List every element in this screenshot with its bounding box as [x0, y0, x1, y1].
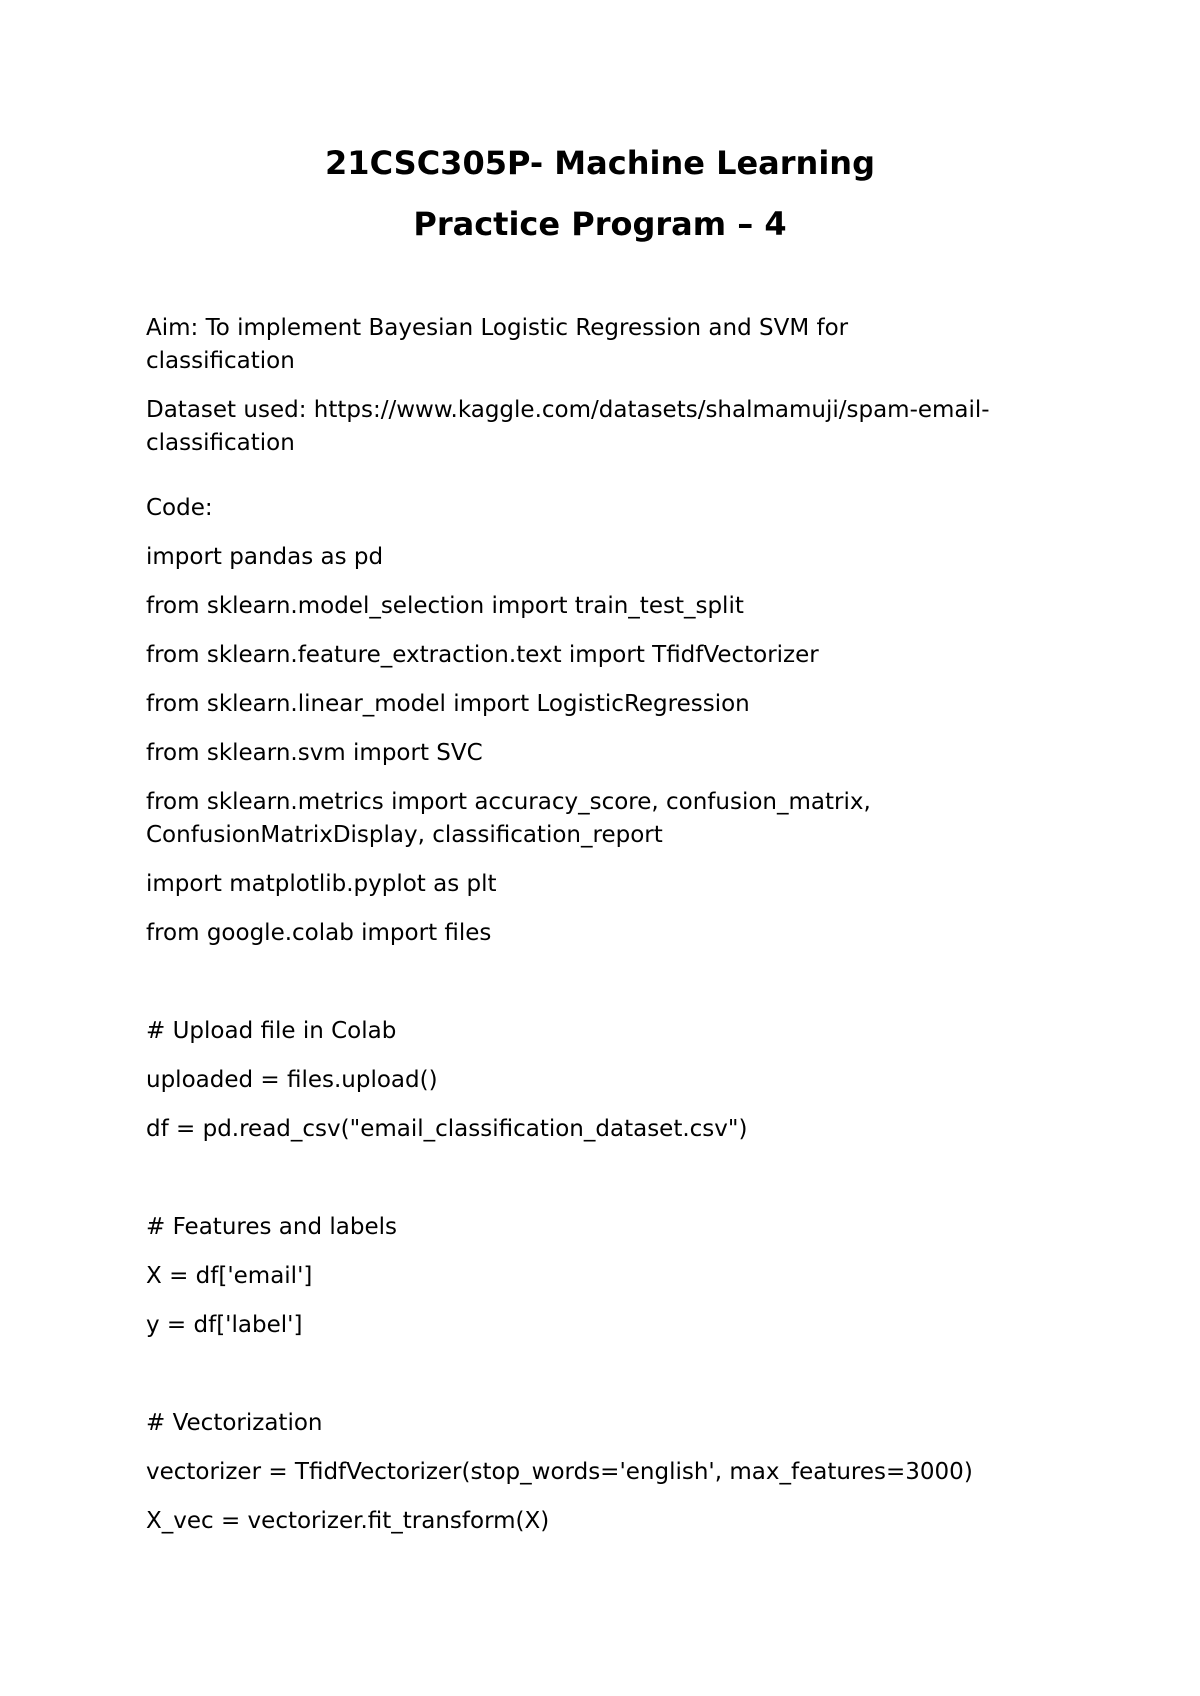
- code-line: X = df['email']: [146, 1263, 313, 1289]
- code-line: from sklearn.feature_extraction.text import TfidfVectorizer: [146, 642, 819, 668]
- code-line: df = pd.read_csv("email_classification_dataset.csv"): [146, 1116, 748, 1142]
- aim-text-continued: classification: [146, 348, 295, 374]
- code-line: from sklearn.metrics import accuracy_score, confusion_matrix,: [146, 789, 871, 815]
- code-comment: # Vectorization: [146, 1410, 323, 1436]
- aim-text: Aim: To implement Bayesian Logistic Regression and SVM for: [146, 315, 849, 341]
- code-comment: # Upload file in Colab: [146, 1018, 397, 1044]
- code-heading: Code:: [146, 495, 213, 521]
- dataset-text-continued: classification: [146, 430, 295, 456]
- code-line: X_vec = vectorizer.fit_transform(X): [146, 1508, 550, 1534]
- code-line: from google.colab import files: [146, 920, 492, 946]
- code-line: from sklearn.model_selection import train_test_split: [146, 593, 744, 619]
- dataset-text: Dataset used: https://www.kaggle.com/datasets/shalmamuji/spam-email-: [146, 397, 990, 423]
- document-title: 21CSC305P- Machine Learning: [325, 144, 875, 182]
- code-line: import pandas as pd: [146, 544, 384, 570]
- document-subtitle: Practice Program – 4: [413, 205, 787, 243]
- code-line: from sklearn.svm import SVC: [146, 740, 483, 766]
- code-line: y = df['label']: [146, 1312, 303, 1338]
- code-line: from sklearn.linear_model import LogisticRegression: [146, 691, 750, 717]
- code-line: vectorizer = TfidfVectorizer(stop_words='english', max_features=3000): [146, 1459, 973, 1485]
- code-line: import matplotlib.pyplot as plt: [146, 871, 497, 897]
- code-line: ConfusionMatrixDisplay, classification_report: [146, 822, 663, 848]
- code-line: uploaded = files.upload(): [146, 1067, 438, 1093]
- code-comment: # Features and labels: [146, 1214, 397, 1240]
